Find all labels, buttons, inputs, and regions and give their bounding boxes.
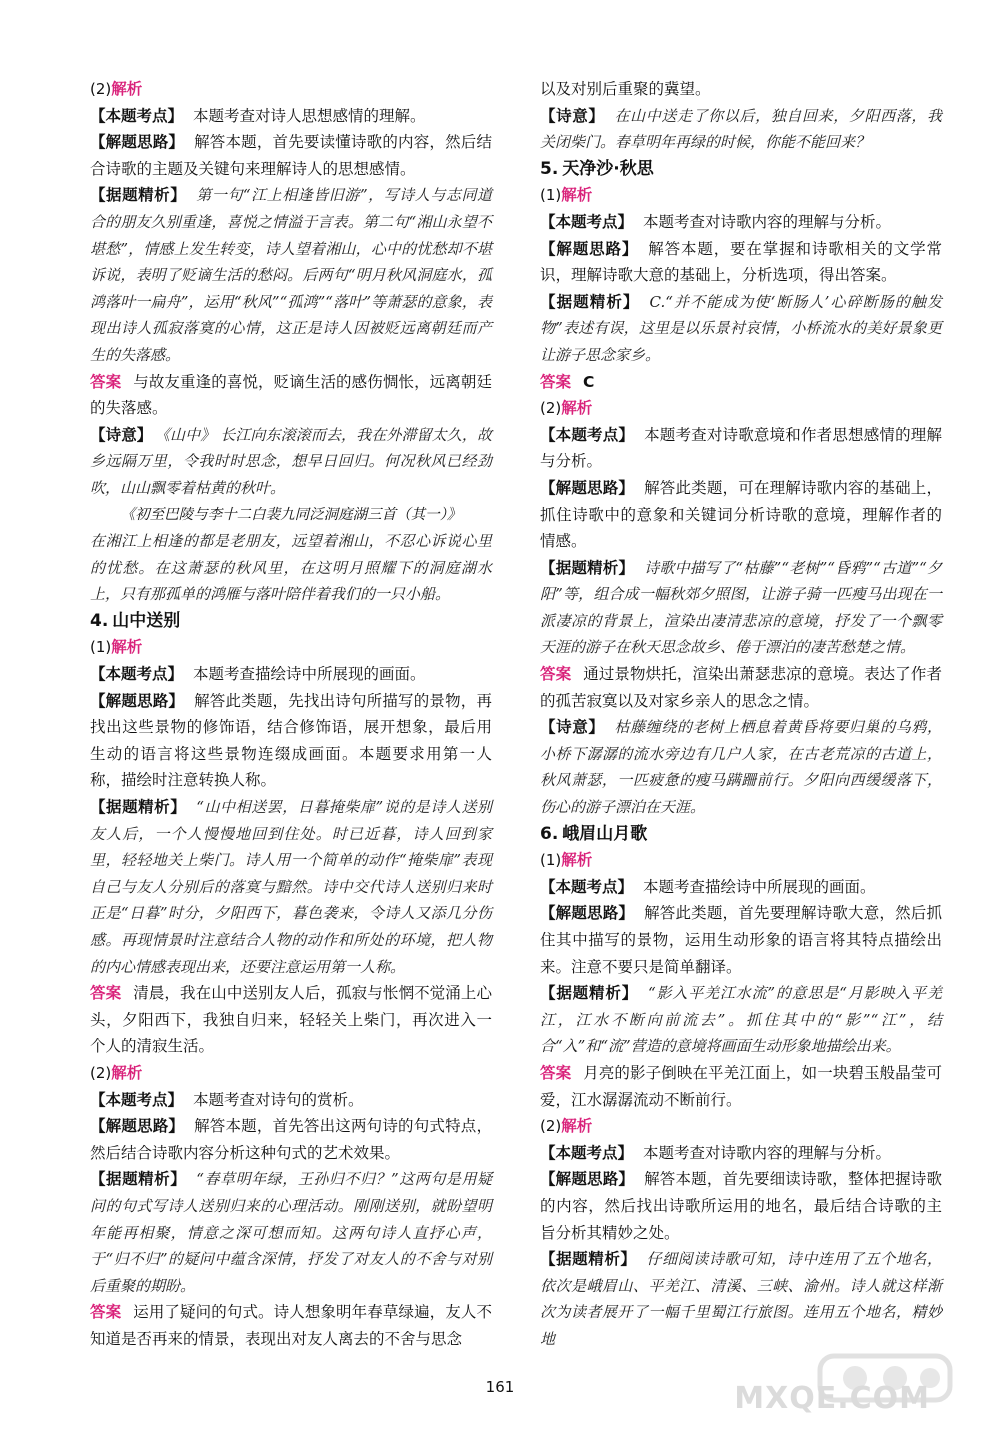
page-number: 161 xyxy=(485,1378,515,1396)
section-label: 【本题考点】 xyxy=(540,1143,634,1162)
section-text: 解答本题，首先要细读诗歌，整体把握诗歌的内容，然后找出诗歌所运用的地名，最后结合诗歌的主旨分析其精妙之处。 xyxy=(540,1170,942,1242)
detailed-analysis xyxy=(90,794,492,980)
section-label: 【诗意】 xyxy=(540,106,605,125)
poem-title: 《初至巴陵与李十二白裴九同泛洞庭湖三首（其一）》 xyxy=(120,506,462,523)
answer-label: 答案 xyxy=(90,1303,122,1322)
section-text: 本题考查描绘诗中所展现的画面。 xyxy=(643,877,876,896)
section-text: 解答此类题，首先要理解诗歌大意，然后抓住其中描写的景物，运用生动形象的语言将其特点描绘出来。注意不要只是简单翻译。 xyxy=(540,904,942,976)
answer-text: 与故友重逢的喜悦，贬谪生活的感伤惆怅，远离朝廷的失落感。 xyxy=(90,372,492,418)
solving-idea xyxy=(90,1113,492,1166)
section-text: 在山中送走了你以后，独自回来，夕阳西落，我关闭柴门。春草明年再绿的时候，你能不能回来？ xyxy=(540,106,942,152)
section-text: 解答本题，首先要读懂诗歌的内容，然后结合诗歌的主题及关键句来理解诗人的思想感情。 xyxy=(90,133,492,178)
solving-idea xyxy=(90,129,492,182)
exam-point xyxy=(90,103,492,130)
poem-meaning xyxy=(540,714,942,820)
answer-label: 答案 xyxy=(540,1063,572,1082)
solving-idea xyxy=(90,688,492,794)
answer-continuation: 以及对别后重聚的冀望。 xyxy=(540,80,711,98)
answer-text: 清晨，我在山中送别友人后，孤寂与怅惘不觉涌上心头，夕阳西下，我独自归来，轻轻关上柴门，再次进入一个人的清寂生活。 xyxy=(90,984,492,1056)
section-text: 诗歌中描写了“枯藤”“老树”“昏鸦”“古道”“夕阳”等，组合成一幅秋郊夕照图，让游子骑一匹瘦马出现在一派凄凉的背景上，渲染出凄清悲凉的意境，抒发了一个飘零天涯的游子在秋天思念故乡、倦于漂泊的凄苦愁楚之情。 xyxy=(540,558,942,657)
section-label: 【本题考点】 xyxy=(90,1090,184,1109)
analysis-label: 解析 xyxy=(561,1117,593,1136)
watermark-text: MXQE.COM xyxy=(734,1381,930,1416)
section-label: 【据题精析】 xyxy=(90,1170,187,1189)
detailed-analysis xyxy=(90,182,492,368)
answer-text: C xyxy=(583,372,595,391)
section-text: 第一句“江上相逢皆旧游”，写诗人与志同道合的朋友久别重逢，喜悦之情溢于言表。第二句“湘山永望不堪愁”，情感上发生转变，诗人望着湘山，心中的忧愁却不堪诉说，表明了贬谪生活的愁闷。后两句“明月秋风洞庭水，孤鸿落叶一扁舟”，运用“秋风”“孤鸿”“落叶”等萧瑟的意象，表现出诗人孤寂落寞的心情，这正是诗人因被贬远离朝廷而产生的失落感。 xyxy=(90,186,492,364)
section-label: 【诗意】 xyxy=(90,425,153,444)
sub-question-number: (1) xyxy=(540,851,562,870)
exam-point xyxy=(540,874,942,901)
section-label: 【解题思路】 xyxy=(90,133,185,152)
detailed-analysis xyxy=(540,980,942,1060)
sub-question-number: (2) xyxy=(540,1117,562,1136)
question-title: 天净沙·秋思 xyxy=(562,158,654,179)
section-label: 【本题考点】 xyxy=(90,665,184,684)
exam-point xyxy=(540,1140,942,1167)
exam-point xyxy=(540,422,942,475)
solving-idea xyxy=(540,900,942,980)
sub-question-number: (2) xyxy=(540,399,562,418)
answer xyxy=(90,1299,492,1352)
question-title: 峨眉山月歌 xyxy=(562,823,648,844)
answer xyxy=(90,369,492,422)
section-text: C.“并不能成为使‘断肠人’心碎断肠的触发物”表述有误，这里是以乐景衬哀情，小桥流水的美好景象更让游子思念家乡。 xyxy=(540,292,942,364)
section-label: 【据题精析】 xyxy=(540,292,640,311)
analysis-label: 解析 xyxy=(111,80,143,98)
detailed-analysis xyxy=(540,1246,942,1352)
detailed-analysis xyxy=(540,555,942,661)
section-label: 【据题精析】 xyxy=(540,558,635,577)
sub-question xyxy=(540,1113,942,1140)
question-heading xyxy=(90,608,492,635)
question-number: 4. xyxy=(90,610,109,631)
detailed-analysis xyxy=(90,1166,492,1299)
section-label: 【据题精析】 xyxy=(90,186,187,205)
section-text: “影入平羌江水流”的意思是“月影映入平羌江，江水不断向前流去”。抓住其中的“影”“江”，结合“入”和“流”营造的意境将画面生动形象地描绘出来。 xyxy=(540,984,942,1056)
poem-translation: 在湘江上相逢的都是老朋友，远望着湘山，不忍心诉说心里的忧愁。在这萧瑟的秋风里，在这明月照耀下的洞庭湖水上，只有那孤单的鸿雁与落叶陪伴着我们的一只小船。 xyxy=(90,532,492,604)
section-text: 本题考查描绘诗中所展现的画面。 xyxy=(193,665,426,684)
section-text: 本题考查对诗歌意境和作者思想感情的理解与分析。 xyxy=(540,425,942,471)
answer-label: 答案 xyxy=(90,984,122,1003)
answer-text: 月亮的影子倒映在平羌江面上，如一块碧玉般晶莹可爱，江水潺潺流动不断前行。 xyxy=(540,1063,942,1109)
sub-question-number: (1) xyxy=(90,638,112,657)
question-title: 山中送别 xyxy=(112,610,181,631)
sub-question xyxy=(90,1060,492,1087)
section-label: 【解题思路】 xyxy=(540,904,635,923)
analysis-label: 解析 xyxy=(111,638,143,657)
answer-text: 通过景物烘托，渲染出萧瑟悲凉的意境。表达了作者的孤苦寂寞以及对家乡亲人的思念之情。 xyxy=(540,665,942,710)
sub-question xyxy=(540,847,942,874)
section-label: 【解题思路】 xyxy=(90,1117,185,1136)
detailed-analysis xyxy=(540,289,942,369)
section-label: 【本题考点】 xyxy=(540,877,634,896)
right-column xyxy=(540,76,942,1353)
section-label: 【据题精析】 xyxy=(540,984,639,1003)
sub-question-number: (2) xyxy=(90,80,112,98)
section-text: 枯藤缠绕的老树上栖息着黄昏将要归巢的乌鸦，小桥下潺潺的流水旁边有几户人家，在古老荒凉的古道上，秋风萧瑟，一匹疲惫的瘦马蹒跚前行。夕阳向西缓缓落下，伤心的游子漂泊在天涯。 xyxy=(540,718,942,817)
section-label: 【据题精析】 xyxy=(90,798,187,817)
section-text: “山中相送罢，日暮掩柴扉”说的是诗人送别友人后，一个人慢慢地回到住处。时已近暮，诗人回到家里，轻轻地关上柴门。诗人用一个简单的动作“掩柴扉”表现自己与友人分别后的落寞与黯然。诗中交代诗人送别归来时正是“日暮”时分，夕阳西下，暮色袭来，令诗人又添几分伤感。再现情景时注意结合人物的动作和所处的环境，把人物的内心情感表现出来，还要注意运用第一人称。 xyxy=(90,798,492,976)
left-column xyxy=(90,76,492,1353)
sub-question-number: (2) xyxy=(90,1063,112,1082)
answer-label: 答案 xyxy=(540,372,572,391)
answer-label: 答案 xyxy=(540,665,572,684)
question-number: 6. xyxy=(540,823,559,844)
watermark-logo-icon xyxy=(734,1350,970,1430)
section-text: “春草明年绿，王孙归不归？”这两句是用疑问的句式写诗人送别归来的心理活动。刚刚送别，就盼望明年能再相聚，情意之深可想而知。这两句诗人直抒心声，于“归不归”的疑问中蕴含深情，抒发了对友人的不舍与对别后重聚的期盼。 xyxy=(90,1170,492,1295)
analysis-label: 解析 xyxy=(561,399,593,418)
section-text: 解答此类题，可在理解诗歌内容的基础上，抓住诗歌中的意象和关键词分析诗歌的意境，理解作者的情感。 xyxy=(540,478,942,551)
section-text: 本题考查对诗句的赏析。 xyxy=(193,1090,364,1109)
analysis-label: 解析 xyxy=(111,1063,143,1082)
analysis-label: 解析 xyxy=(561,186,593,205)
section-label: 【据题精析】 xyxy=(540,1250,637,1269)
section-text: 仔细阅读诗歌可知，诗中连用了五个地名，依次是峨眉山、平羌江、清溪、三峡、渝州。诗人就这样渐次为读者展开了一幅千里蜀江行旅图。连用五个地名，精妙地 xyxy=(540,1250,942,1348)
solving-idea xyxy=(540,475,942,555)
question-number: 5. xyxy=(540,158,559,179)
answer xyxy=(90,980,492,1060)
section-text: 《山中》 长江向东滚滚而去，我在外滞留太久，故乡远隔万里，令我时时思念，想早日回归。何况秋风已经劲吹，山山飘零着枯黄的秋叶。 xyxy=(90,425,492,497)
sub-question xyxy=(90,76,492,103)
solving-idea xyxy=(540,236,942,289)
section-label: 【本题考点】 xyxy=(540,212,634,231)
section-text: 本题考查对诗歌内容的理解与分析。 xyxy=(643,1143,892,1162)
answer xyxy=(540,1060,942,1113)
section-label: 【解题思路】 xyxy=(540,478,635,497)
sub-question xyxy=(90,634,492,661)
analysis-label: 解析 xyxy=(561,851,593,870)
section-text: 解答此类题，先找出诗句所描写的景物，再找出这些景物的修饰语，结合修饰语，展开想象，最后用生动的语言将这些景物连缀成画面。本题要求用第一人称，描绘时注意转换人称。 xyxy=(90,691,492,790)
section-label: 【解题思路】 xyxy=(540,1170,635,1189)
sub-question xyxy=(540,395,942,422)
answer-text: 运用了疑问的句式。诗人想象明年春草绿遍，友人不知道是否再来的情景，表现出对友人离去的不舍与思念 xyxy=(90,1303,492,1348)
section-text: 本题考查对诗人思想感情的理解。 xyxy=(193,106,426,125)
section-text: 解答本题，首先答出这两句诗的句式特点，然后结合诗歌内容分析这种句式的艺术效果。 xyxy=(90,1117,492,1162)
section-text: 本题考查对诗歌内容的理解与分析。 xyxy=(643,212,892,231)
sub-question xyxy=(540,182,942,209)
section-label: 【诗意】 xyxy=(540,718,605,737)
section-label: 【解题思路】 xyxy=(90,691,185,710)
question-heading xyxy=(540,821,942,848)
exam-point xyxy=(90,661,492,688)
question-heading xyxy=(540,156,942,183)
section-label: 【本题考点】 xyxy=(90,106,184,125)
answer xyxy=(540,369,942,396)
section-text: 解答本题，要在掌握和诗歌相关的文学常识，理解诗歌大意的基础上，分析选项，得出答案。 xyxy=(540,239,942,285)
poem-meaning xyxy=(90,422,492,502)
exam-point xyxy=(540,209,942,236)
section-label: 【解题思路】 xyxy=(540,239,639,258)
poem-meaning xyxy=(540,103,942,156)
section-label: 【本题考点】 xyxy=(540,425,635,444)
answer-label: 答案 xyxy=(90,372,122,391)
answer xyxy=(540,661,942,714)
exam-point xyxy=(90,1087,492,1114)
solving-idea xyxy=(540,1166,942,1246)
sub-question-number: (1) xyxy=(540,186,562,205)
